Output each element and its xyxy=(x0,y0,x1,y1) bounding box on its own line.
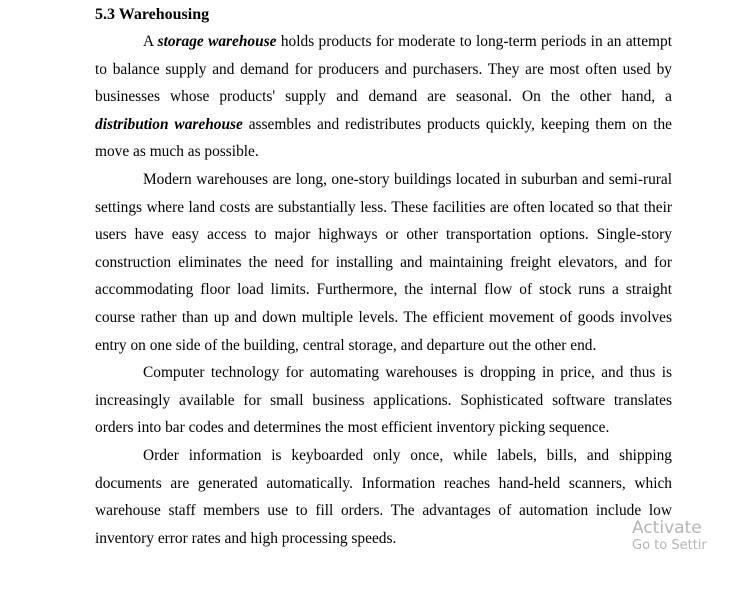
watermark-subtitle: Go to Settir xyxy=(632,538,707,553)
text-run: holds products for moderate to long-term periods in an attempt to balance supply and demand for producers and purchasers. They are most often used by businesses whose products' supply and demand are seasonal. On the other hand, a xyxy=(95,33,672,106)
term-storage-warehouse: storage warehouse xyxy=(157,33,277,50)
section-heading: 5.3 Warehousing xyxy=(95,6,210,23)
document-page xyxy=(95,0,672,552)
text-run: Computer technology for automating warehouses is dropping in price, and thus is increasingly available for small business applications. Sophisticated software translates orders into bar codes and determines the most efficient inventory picking sequence. xyxy=(95,364,672,437)
text-run: assembles and redistributes products quickly, keeping them on the move as much as possible. xyxy=(95,115,672,161)
paragraph-warehouse-types xyxy=(95,28,672,166)
paragraph-order-information xyxy=(95,442,672,552)
paragraph-computer-technology xyxy=(95,359,672,442)
paragraph-modern-warehouses xyxy=(95,166,672,359)
text-run: Modern warehouses are long, one-story buildings located in suburban and semi-rural settings where land costs are substantially less. These facilities are often located so that their users have easy access to major highways or other transportation options. Single-story construction eliminates the need for installing and maintaining freight elevators, and for accommodating floor load limits. Furthermore, the internal flow of stock runs a straight course rather than up and down multiple levels. The efficient movement of goods involves entry on one side of the building, central storage, and departure out the other end. xyxy=(95,170,672,354)
term-distribution-warehouse: distribution warehouse xyxy=(95,115,243,133)
text-run: A xyxy=(143,33,158,50)
text-run: Order information is keyboarded only once, while labels, bills, and shipping documents are generated automatically. Information reaches hand-held scanners, which warehouse staff members use to fill orders. The advantages of automation include low inventory error rates and high processing speeds. xyxy=(95,446,672,547)
watermark-title: Activate xyxy=(632,518,702,538)
